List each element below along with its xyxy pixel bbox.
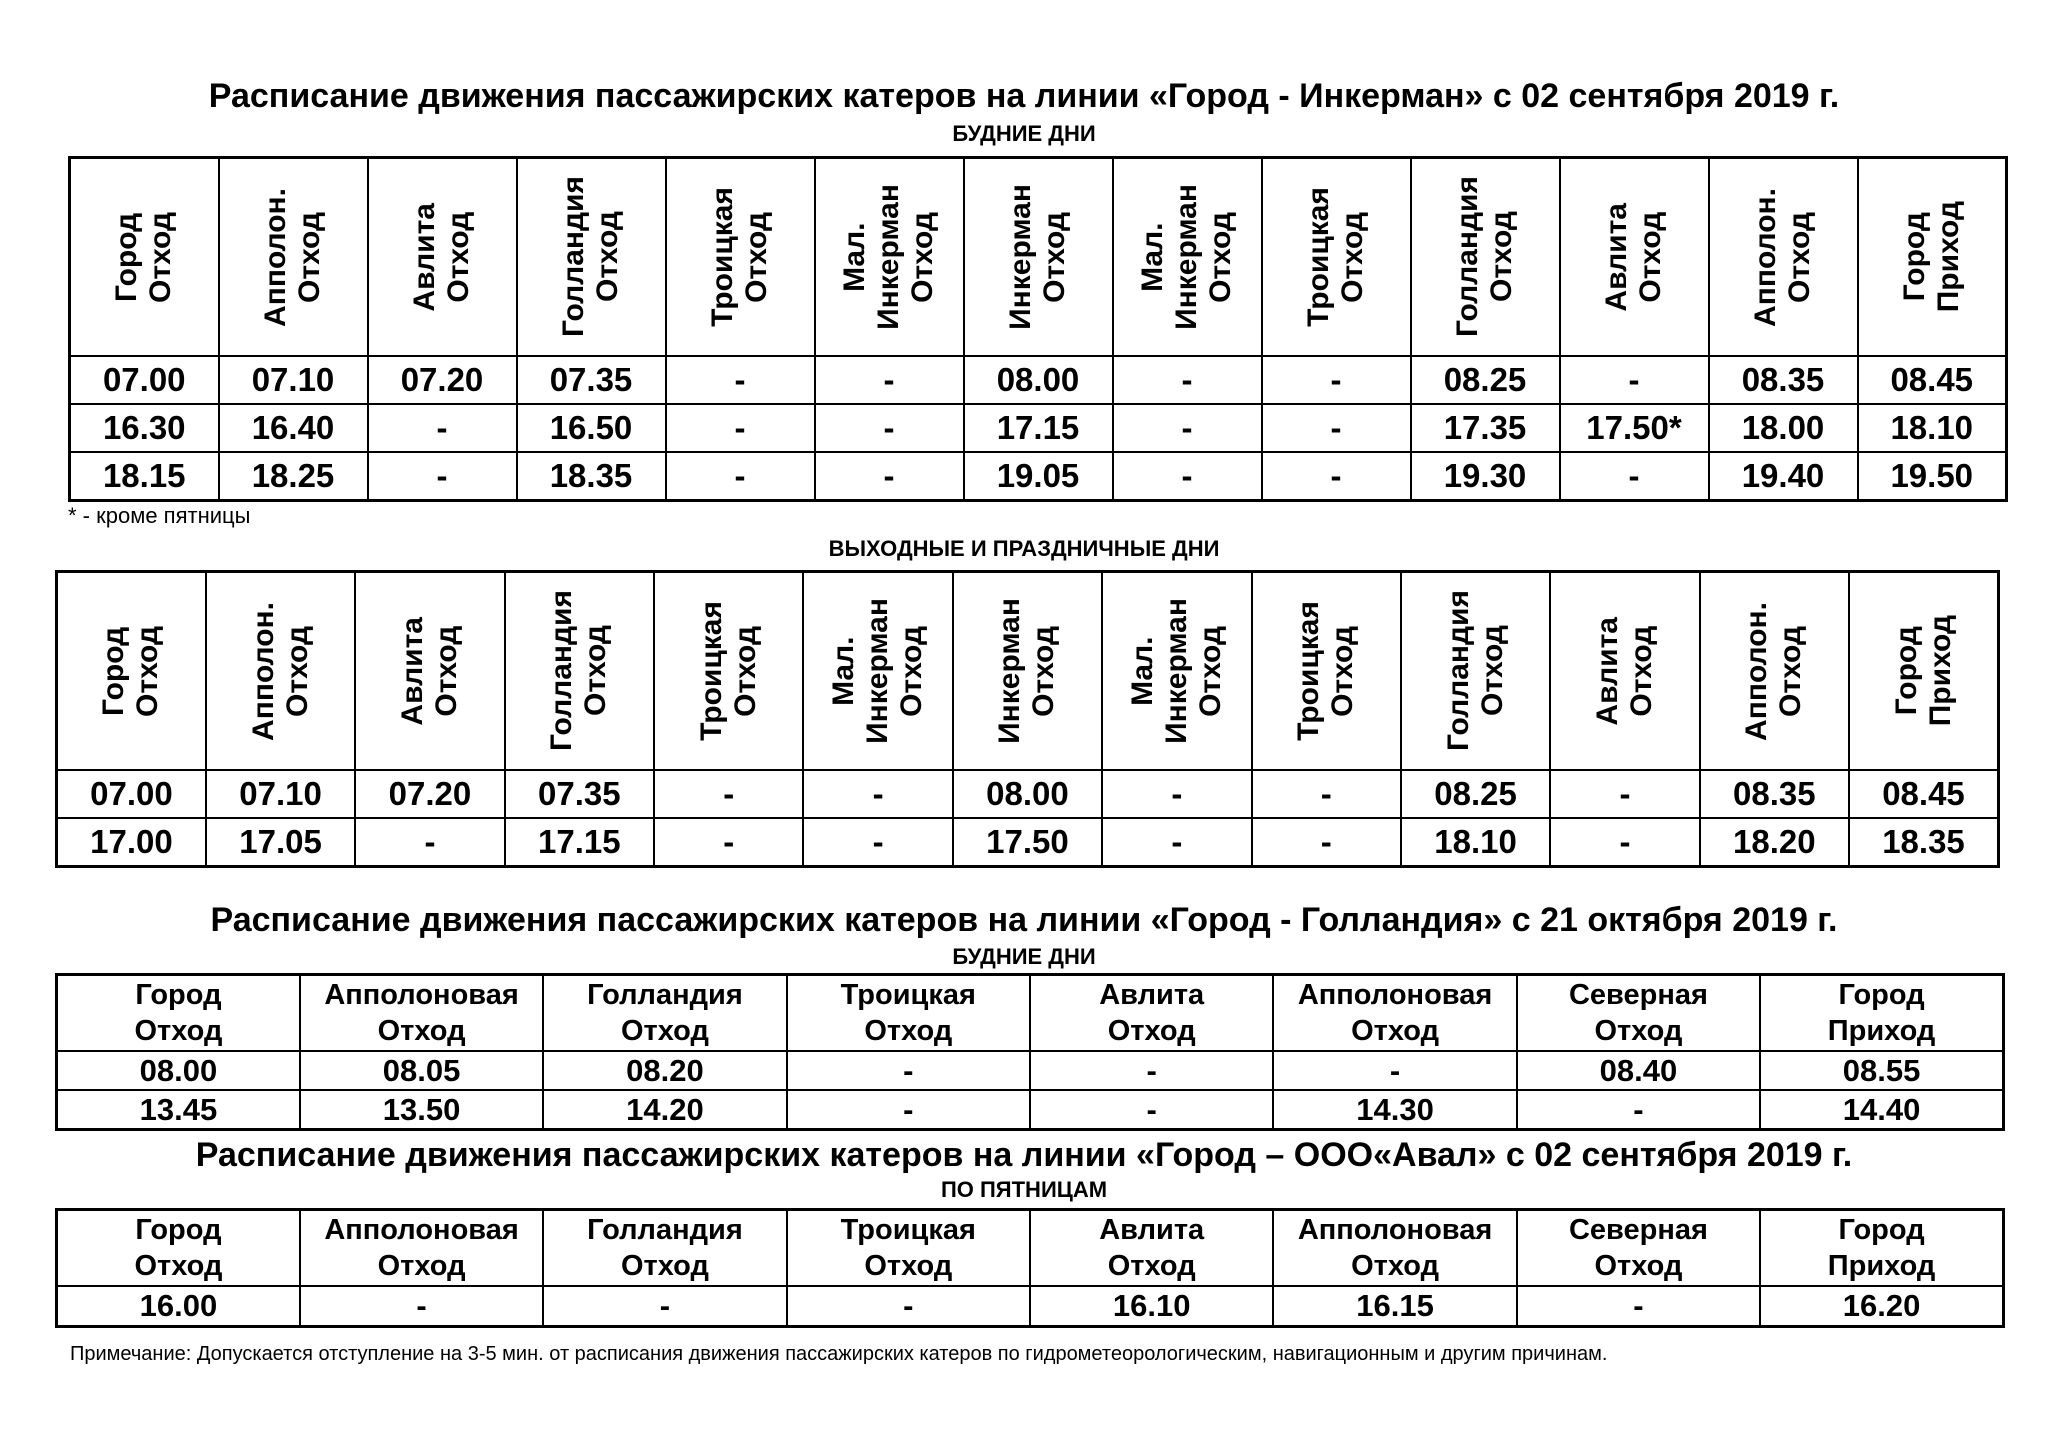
column-header-label: Город Отход [97, 625, 165, 717]
time-cell: - [654, 818, 803, 867]
time-cell: 16.50 [517, 404, 666, 452]
time-cell: - [666, 404, 815, 452]
time-cell: 14.40 [1760, 1090, 2003, 1130]
gollandiya-table [55, 973, 2005, 1131]
time-cell: 08.45 [1849, 770, 1999, 818]
time-cell: - [1252, 818, 1401, 867]
column-header: Авлита Отход [1030, 1210, 1273, 1287]
column-header [1700, 572, 1849, 771]
column-header-label: Авлита Отход [408, 202, 475, 312]
time-cell: 08.05 [300, 1051, 543, 1090]
time-cell: - [1262, 356, 1411, 404]
time-cell: - [1560, 356, 1709, 404]
time-cell: - [815, 356, 964, 404]
time-cell: 18.10 [1401, 818, 1550, 867]
time-cell: - [787, 1090, 1030, 1130]
table-row [70, 404, 2007, 452]
time-cell: 08.00 [953, 770, 1102, 818]
time-cell: 08.35 [1709, 356, 1858, 404]
column-header-label: Мал. Инкерман Отход [1125, 598, 1227, 744]
time-cell: 19.40 [1709, 452, 1858, 501]
column-header: Город Отход [57, 1210, 300, 1287]
time-cell: - [815, 404, 964, 452]
column-header [517, 158, 666, 357]
column-header-label: Город Приход [1889, 615, 1957, 727]
time-cell: 17.05 [206, 818, 355, 867]
time-cell: 17.15 [964, 404, 1113, 452]
column-header [1560, 158, 1709, 357]
time-cell: - [803, 770, 952, 818]
column-header-label: Троицкая Отход [694, 601, 762, 741]
column-header [505, 572, 654, 771]
column-header [1411, 158, 1560, 357]
time-cell: - [1113, 356, 1262, 404]
time-cell: 16.20 [1760, 1286, 2003, 1327]
column-header-label: Голландия Отход [1451, 176, 1518, 338]
time-cell: - [666, 356, 815, 404]
column-header-label: Голландия Отход [1441, 590, 1509, 752]
column-header [219, 158, 368, 357]
time-cell: 16.30 [70, 404, 219, 452]
time-cell: 08.55 [1760, 1051, 2003, 1090]
column-header-label: Апполон. Отход [1740, 601, 1808, 741]
time-cell: 08.00 [964, 356, 1113, 404]
inkerman-weekdays-table [68, 156, 2008, 502]
column-header [1550, 572, 1699, 771]
time-cell: 18.15 [70, 452, 219, 501]
column-header [654, 572, 803, 771]
column-header-label: Авлита Отход [395, 616, 463, 726]
table-row [57, 1286, 2004, 1327]
column-header-label: Троицкая Отход [1292, 601, 1360, 741]
column-header: Город Приход [1760, 1210, 2003, 1287]
time-cell: - [1262, 404, 1411, 452]
time-cell: 18.35 [1849, 818, 1999, 867]
table-row [57, 1051, 2004, 1090]
column-header-label: Апполон. Отход [1749, 187, 1816, 327]
column-header: Апполоновая Отход [300, 1210, 543, 1287]
aval-table [55, 1208, 2005, 1328]
header-row [57, 572, 1999, 771]
time-cell: 08.40 [1517, 1051, 1760, 1090]
time-cell: - [1550, 818, 1699, 867]
column-header [1102, 572, 1251, 771]
column-header [1113, 158, 1262, 357]
time-cell: - [787, 1051, 1030, 1090]
time-cell: 18.35 [517, 452, 666, 501]
column-header-label: Троицкая Отход [1302, 187, 1369, 327]
column-header [1858, 158, 2007, 357]
table-row [70, 356, 2007, 404]
header-row [57, 1210, 2004, 1287]
time-cell: - [1102, 770, 1251, 818]
time-cell: 08.35 [1700, 770, 1849, 818]
column-header-label: Город Отход [110, 211, 178, 303]
time-cell: - [1252, 770, 1401, 818]
footnote: * - кроме пятницы [68, 503, 251, 528]
column-header: Троицкая Отход [787, 1210, 1030, 1287]
aval-title: Расписание движения пассажирских катеров на линии «Город – ООО«Авал» с 02 сентября 2019 г. [195, 1136, 1853, 1174]
column-header: Авлита Отход [1030, 975, 1273, 1052]
header-row [57, 975, 2004, 1052]
table-row [57, 1090, 2004, 1130]
inkerman-weekends-table [55, 570, 2000, 868]
time-cell: 07.35 [505, 770, 654, 818]
column-header [57, 572, 206, 771]
gollandiya-title: Расписание движения пассажирских катеров на линии «Город - Голландия» с 21 октября 2019 г. [210, 901, 1838, 939]
time-cell: 07.00 [57, 770, 206, 818]
column-header: Город Приход [1760, 975, 2003, 1052]
column-header [815, 158, 964, 357]
inkerman-weekends-label: ВЫХОДНЫЕ И ПРАЗДНИЧНЫЕ ДНИ [828, 536, 1220, 561]
time-cell: 07.10 [219, 356, 368, 404]
column-header: Голландия Отход [543, 975, 786, 1052]
time-cell: - [1517, 1286, 1760, 1327]
time-cell: 18.20 [1700, 818, 1849, 867]
column-header [70, 158, 219, 357]
time-cell: 13.50 [300, 1090, 543, 1130]
column-header-label: Авлита Отход [1600, 202, 1667, 312]
time-cell: 08.25 [1401, 770, 1550, 818]
time-cell: - [1113, 404, 1262, 452]
inkerman-weekdays-label: БУДНИЕ ДНИ [952, 121, 1096, 146]
time-cell: - [803, 818, 952, 867]
time-cell: 17.50* [1560, 404, 1709, 452]
note: Примечание: Допускается отступление на 3-5 мин. от расписания движения пассажирских катеров по гидрометеорологическим, навигационным и другим причинам. [70, 1343, 1608, 1365]
time-cell: - [1030, 1090, 1273, 1130]
column-header [666, 158, 815, 357]
column-header [368, 158, 517, 357]
column-header-label: Голландия Отход [557, 176, 624, 338]
time-cell: - [815, 452, 964, 501]
time-cell: 17.15 [505, 818, 654, 867]
time-cell: 14.20 [543, 1090, 786, 1130]
time-cell: - [368, 404, 517, 452]
column-header-label: Апполон. Отход [246, 601, 314, 741]
column-header [1401, 572, 1550, 771]
column-header-label: Троицкая Отход [706, 187, 773, 327]
time-cell: - [300, 1286, 543, 1327]
column-header [355, 572, 504, 771]
time-cell: - [1273, 1051, 1516, 1090]
time-cell: 14.30 [1273, 1090, 1516, 1130]
gollandiya-weekdays-label: БУДНИЕ ДНИ [952, 944, 1096, 969]
time-cell: 07.20 [355, 770, 504, 818]
column-header-label: Мал. Инкерман Отход [827, 598, 929, 744]
column-header [1709, 158, 1858, 357]
time-cell: 18.10 [1858, 404, 2007, 452]
time-cell: 17.35 [1411, 404, 1560, 452]
column-header: Северная Отход [1517, 975, 1760, 1052]
time-cell: - [1550, 770, 1699, 818]
column-header [1262, 158, 1411, 357]
column-header: Северная Отход [1517, 1210, 1760, 1287]
time-cell: - [368, 452, 517, 501]
column-header-label: Инкерман Отход [993, 598, 1061, 744]
time-cell: - [1517, 1090, 1760, 1130]
time-cell: - [666, 452, 815, 501]
time-cell: 17.00 [57, 818, 206, 867]
time-cell: 08.20 [543, 1051, 786, 1090]
table-row [57, 818, 1999, 867]
column-header-label: Город Приход [1897, 201, 1965, 313]
aval-friday-label: ПО ПЯТНИЦАМ [940, 1177, 1108, 1202]
time-cell: - [355, 818, 504, 867]
time-cell: 18.25 [219, 452, 368, 501]
time-cell: 07.35 [517, 356, 666, 404]
time-cell: - [1262, 452, 1411, 501]
time-cell: 08.45 [1858, 356, 2007, 404]
time-cell: 18.00 [1709, 404, 1858, 452]
time-cell: 07.10 [206, 770, 355, 818]
inkerman-title: Расписание движения пассажирских катеров на линии «Город - Инкерман» с 02 сентября 2019 г. [208, 77, 1840, 115]
column-header [964, 158, 1113, 357]
column-header-label: Авлита Отход [1590, 616, 1658, 726]
table-row [70, 452, 2007, 501]
time-cell: - [1102, 818, 1251, 867]
column-header [953, 572, 1102, 771]
column-header [1849, 572, 1999, 771]
column-header-label: Голландия Отход [545, 590, 613, 752]
time-cell: 16.40 [219, 404, 368, 452]
time-cell: - [543, 1286, 786, 1327]
time-cell: 19.50 [1858, 452, 2007, 501]
time-cell: - [1113, 452, 1262, 501]
time-cell: 08.25 [1411, 356, 1560, 404]
time-cell: 07.00 [70, 356, 219, 404]
time-cell: - [787, 1286, 1030, 1327]
time-cell: 07.20 [368, 356, 517, 404]
column-header: Голландия Отход [543, 1210, 786, 1287]
time-cell: - [1560, 452, 1709, 501]
column-header: Апполоновая Отход [1273, 975, 1516, 1052]
column-header: Троицкая Отход [787, 975, 1030, 1052]
column-header-label: Апполон. Отход [259, 187, 326, 327]
time-cell: 17.50 [953, 818, 1102, 867]
table-row [57, 770, 1999, 818]
column-header: Город Отход [57, 975, 300, 1052]
time-cell: 16.10 [1030, 1286, 1273, 1327]
column-header [206, 572, 355, 771]
column-header-label: Мал. Инкерман Отход [1136, 184, 1237, 330]
column-header-label: Мал. Инкерман Отход [838, 184, 939, 330]
time-cell: - [654, 770, 803, 818]
column-header [803, 572, 952, 771]
time-cell: 16.15 [1273, 1286, 1516, 1327]
time-cell: - [1030, 1051, 1273, 1090]
column-header: Апполоновая Отход [1273, 1210, 1516, 1287]
column-header-label: Инкерман Отход [1004, 184, 1071, 330]
column-header [1252, 572, 1401, 771]
time-cell: 13.45 [57, 1090, 300, 1130]
header-row [70, 158, 2007, 357]
time-cell: 16.00 [57, 1286, 300, 1327]
column-header: Апполоновая Отход [300, 975, 543, 1052]
time-cell: 19.05 [964, 452, 1113, 501]
time-cell: 08.00 [57, 1051, 300, 1090]
time-cell: 19.30 [1411, 452, 1560, 501]
